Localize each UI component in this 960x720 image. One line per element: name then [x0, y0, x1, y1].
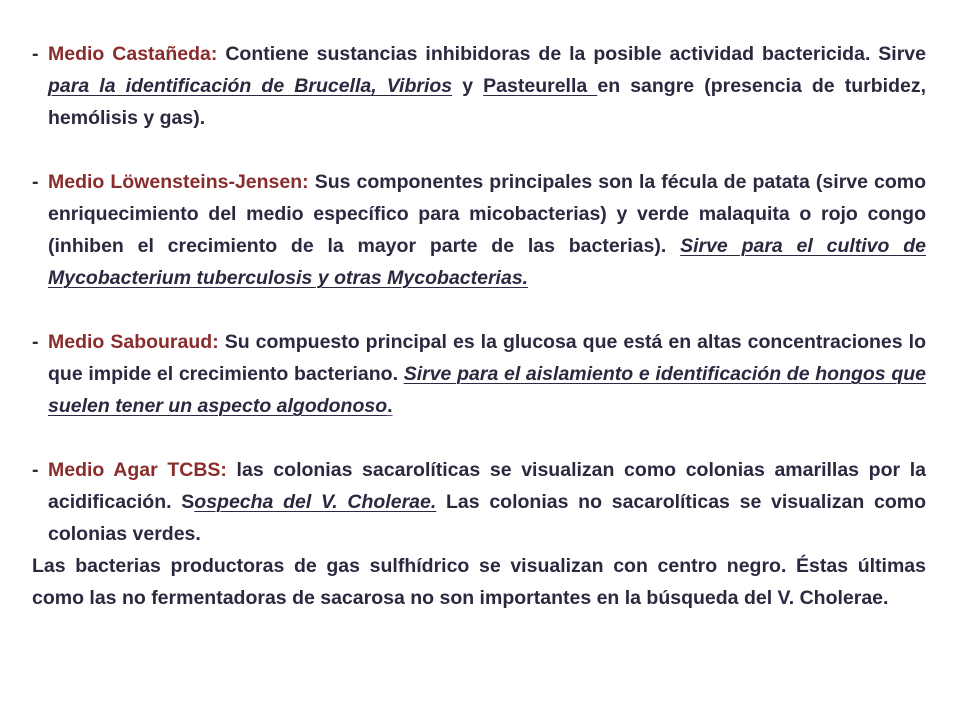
item-text: y: [452, 75, 484, 97]
term-castaneda: Medio Castañeda:: [48, 43, 218, 65]
term-lowenstein: Medio Löwensteins-Jensen:: [48, 171, 309, 193]
underlined-italic-text: Sirve para el aislamiento e identificación de hongos que suelen tener un aspecto algodonoso: [48, 363, 926, 417]
bullet-dash: -: [32, 171, 39, 193]
item-text: en sangre (presencia de turbidez, hemólisis y gas).: [48, 75, 926, 129]
term-tcbs: Medio Agar TCBS:: [48, 459, 227, 481]
list-item-tcbs: [32, 454, 926, 550]
bullet-dash: -: [32, 459, 39, 481]
underlined-italic-text: Sirve para el cultivo de Mycobacterium tuberculosis y otras Mycobacterias.: [48, 235, 926, 289]
bullet-dash: -: [32, 43, 39, 65]
item-text: Su compuesto principal es la glucosa que está en altas concentraciones lo que impide el crecimiento bacteriano.: [48, 331, 926, 385]
list-item-lowenstein: [32, 166, 926, 294]
item-text: las colonias sacarolíticas se visualizan como colonias amarillas por la acidificación. S: [48, 459, 926, 513]
bullet-dash: -: [32, 331, 39, 353]
underlined-italic-text: para la identificación de Brucella, Vibrios: [48, 75, 453, 97]
closing-paragraph: Las bacterias productoras de gas sulfhídrico se visualizan con centro negro. Éstas últimas como las no fermentadoras de sacarosa no son importantes en la búsqueda del V. Cholerae.: [32, 555, 926, 609]
item-text: Contiene sustancias inhibidoras de la posible actividad bactericida. Sirve: [217, 43, 926, 65]
underlined-text: Pasteurella: [483, 75, 598, 97]
item-text: Sus componentes principales son la fécula de patata (sirve como enriquecimiento del medio específico para micobacterias) y verde malaquita o rojo congo (inhiben el crecimiento de la mayor parte de las bacterias).: [48, 171, 927, 257]
list-item-sabouraud: [32, 326, 926, 422]
term-sabouraud: Medio Sabouraud:: [48, 331, 219, 353]
underlined-period: .: [387, 395, 393, 417]
underlined-italic-text: ospecha del V. Cholerae.: [194, 491, 437, 513]
list-item-castaneda: [32, 38, 926, 134]
item-text: Las colonias no sacarolíticas se visualizan como colonias verdes.: [48, 491, 926, 545]
slide-content: [32, 38, 926, 614]
